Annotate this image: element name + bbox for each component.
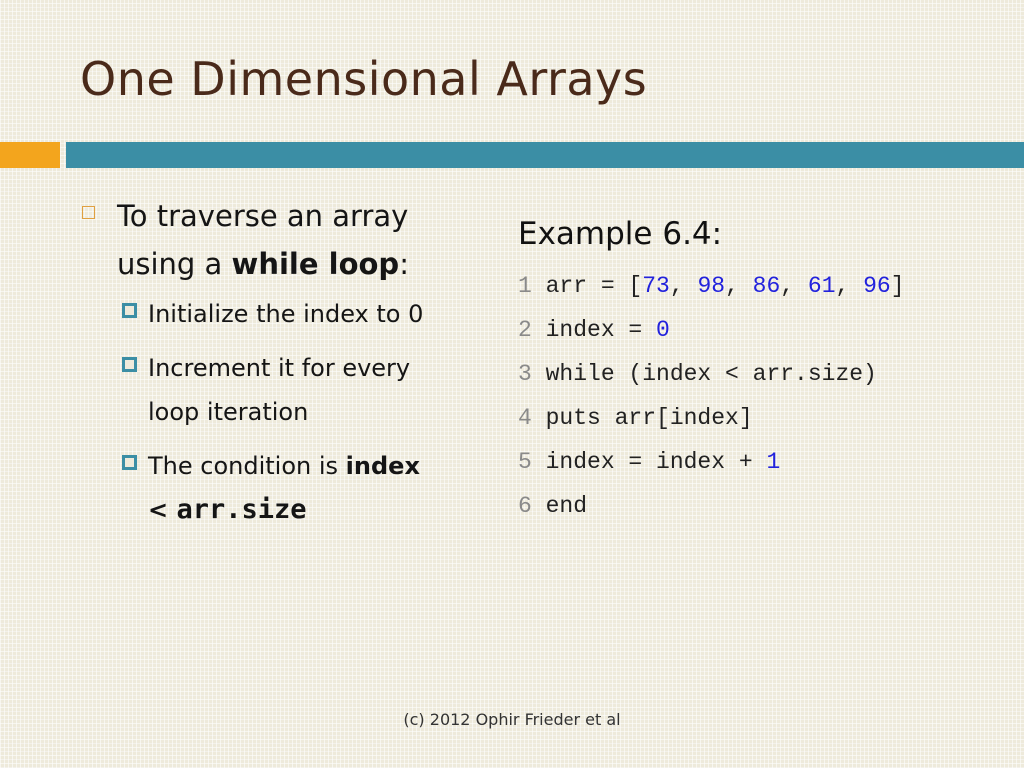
main-bullet-text bbox=[117, 192, 409, 288]
sub-bullet-text: Initialize the index to 0 bbox=[148, 300, 424, 328]
bullet-list bbox=[82, 192, 502, 542]
sub-bullet-list bbox=[122, 292, 502, 532]
condition-prefix: The condition is bbox=[148, 452, 346, 480]
code-line bbox=[518, 354, 905, 398]
code-number: 73 bbox=[642, 273, 670, 299]
line-number: 1 bbox=[518, 273, 546, 299]
code-number: 86 bbox=[752, 273, 781, 299]
code-line bbox=[518, 486, 905, 530]
code-line bbox=[518, 398, 905, 442]
condition-operator: < bbox=[148, 496, 177, 524]
code-text: arr = [ bbox=[545, 273, 643, 299]
filled-square-icon bbox=[122, 357, 137, 372]
code-text: , bbox=[835, 273, 864, 299]
code-block bbox=[518, 266, 905, 530]
sub-bullet-line1: Increment it for every bbox=[148, 354, 411, 382]
sub-bullet bbox=[122, 292, 502, 336]
sub-bullet-text bbox=[148, 444, 420, 532]
line-number: 5 bbox=[518, 449, 546, 475]
main-bullet-bold: while loop bbox=[231, 247, 400, 281]
code-line bbox=[518, 266, 905, 310]
main-bullet-line2 bbox=[117, 240, 409, 288]
line-number: 4 bbox=[518, 405, 546, 431]
line-number: 2 bbox=[518, 317, 546, 343]
sub-bullet-line1 bbox=[148, 444, 420, 488]
line-number: 3 bbox=[518, 361, 546, 387]
code-number: 96 bbox=[863, 273, 891, 299]
condition-code: arr.size bbox=[176, 494, 307, 525]
code-text: index = bbox=[545, 317, 657, 343]
sub-bullet-line2: loop iteration bbox=[148, 398, 309, 426]
filled-square-icon bbox=[122, 303, 137, 318]
footer-copyright: (c) 2012 Ophir Frieder et al bbox=[403, 710, 621, 729]
code-number: 98 bbox=[697, 273, 726, 299]
example-heading: Example 6.4: bbox=[518, 216, 723, 252]
accent-band-orange bbox=[0, 142, 60, 168]
main-bullet-prefix: using a bbox=[117, 247, 232, 281]
sub-bullet bbox=[122, 346, 502, 434]
sub-bullet-text bbox=[148, 346, 410, 434]
code-text: puts arr[index] bbox=[545, 405, 753, 431]
hollow-square-icon bbox=[82, 206, 95, 219]
code-text: index = index + bbox=[545, 449, 767, 475]
code-text: , bbox=[725, 273, 753, 299]
code-number: 1 bbox=[766, 449, 781, 475]
code-number: 61 bbox=[807, 273, 836, 299]
sub-bullet bbox=[122, 444, 502, 532]
code-text: , bbox=[669, 273, 698, 299]
main-bullet-suffix: : bbox=[399, 247, 409, 281]
code-line bbox=[518, 310, 905, 354]
accent-band-teal bbox=[66, 142, 1024, 168]
code-text: ] bbox=[890, 273, 905, 299]
code-text: while (index < arr.size) bbox=[545, 361, 877, 387]
line-number: 6 bbox=[518, 493, 546, 519]
main-bullet bbox=[82, 192, 502, 288]
sub-bullet-line2 bbox=[148, 488, 420, 532]
code-line bbox=[518, 442, 905, 486]
filled-square-icon bbox=[122, 455, 137, 470]
main-bullet-line1: To traverse an array bbox=[117, 199, 409, 233]
code-number: 0 bbox=[656, 317, 670, 343]
code-text: end bbox=[545, 493, 588, 519]
condition-bold: index bbox=[345, 452, 420, 480]
slide-title: One Dimensional Arrays bbox=[80, 52, 648, 106]
code-text: , bbox=[780, 273, 808, 299]
